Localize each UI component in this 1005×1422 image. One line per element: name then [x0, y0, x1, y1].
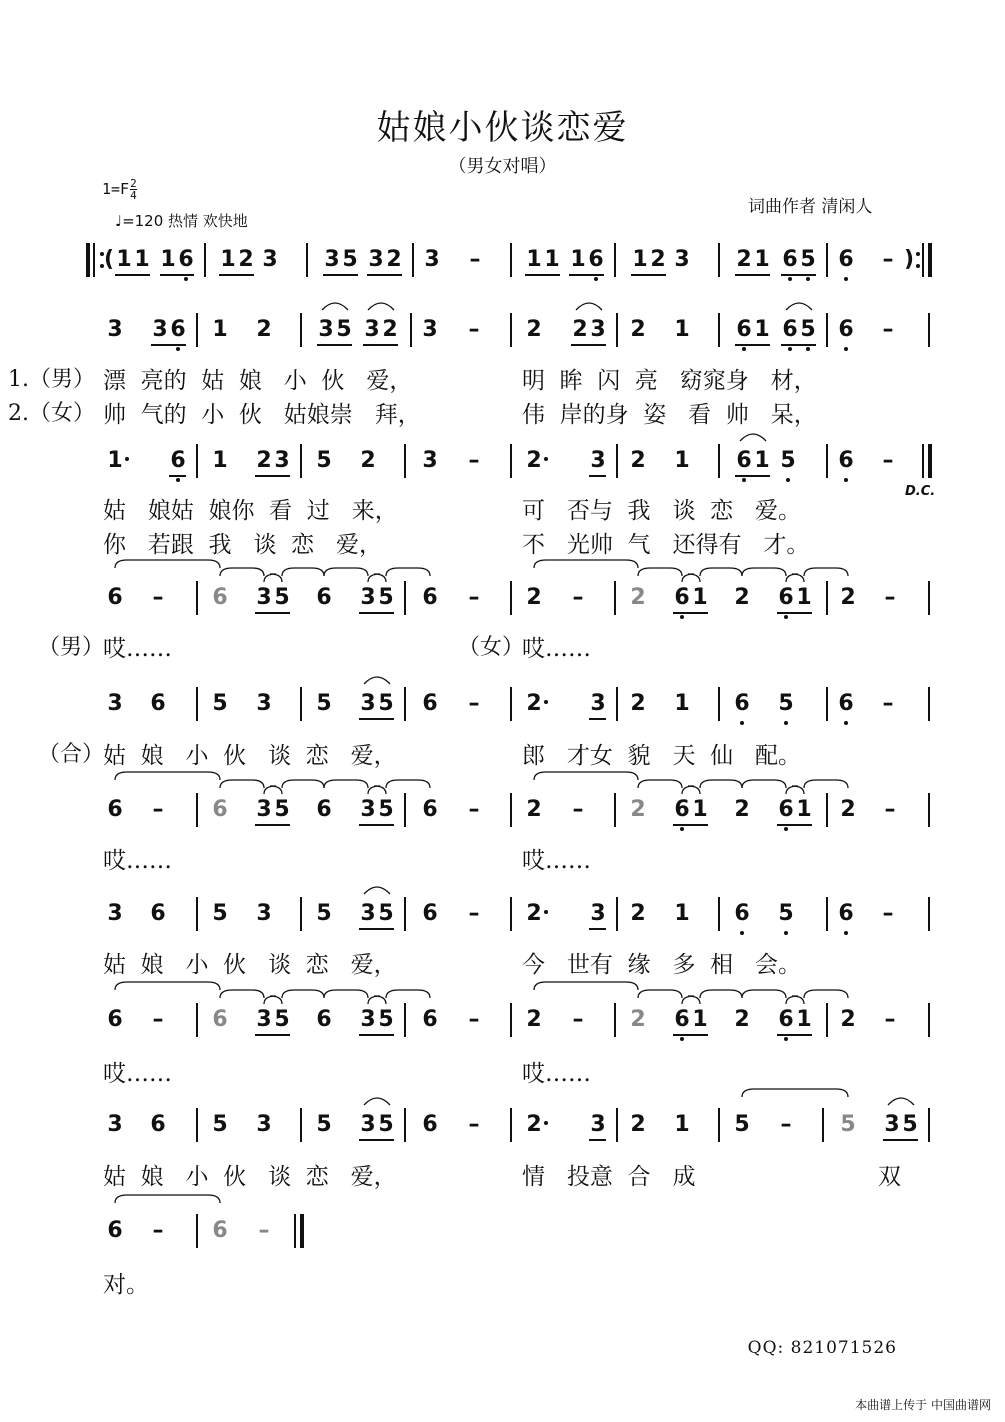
note: 1 [134, 247, 150, 272]
note: 6 [422, 585, 438, 610]
tie [386, 990, 430, 998]
da-capo-mark: D.C. [905, 484, 936, 499]
lyric-line: 你 若跟 我 谈 恋 爱， [103, 532, 383, 558]
note: 6 [178, 247, 194, 272]
note: 3 [590, 448, 606, 473]
tie [264, 996, 282, 1004]
note: 6 [150, 691, 166, 716]
tie [804, 990, 848, 998]
lyric-line: 哎…… [103, 1061, 172, 1087]
note: 6 [150, 901, 166, 926]
slur [322, 303, 348, 310]
tie [115, 772, 220, 780]
song-title: 姑娘小伙谈恋爱 [376, 108, 629, 148]
note: 1 [674, 691, 690, 716]
note: 3 [368, 247, 384, 272]
lyric-line: 哎…… [103, 636, 172, 662]
tie [682, 996, 700, 1004]
tie [115, 982, 220, 990]
note: 5 [316, 901, 332, 926]
note: 3 [107, 1112, 123, 1137]
note: 3 [256, 691, 272, 716]
verse1-label: 1.（男） [8, 367, 95, 392]
note: 3 [360, 1007, 376, 1032]
note: 6 [422, 1112, 438, 1137]
note: 2 [630, 901, 646, 926]
note: 5 [378, 797, 394, 822]
note: 2 [572, 317, 588, 342]
note: 5 [336, 317, 352, 342]
note: 3 [256, 901, 272, 926]
tie [220, 990, 264, 998]
note: 3 [590, 1112, 606, 1137]
note: 5 [316, 691, 332, 716]
note: 3 [674, 247, 690, 272]
lyric-line: 姑 娘姑 娘你 看 过 来， [103, 498, 398, 524]
note: 2 [526, 448, 542, 473]
note: 2 [382, 317, 398, 342]
note: 2 [526, 901, 542, 926]
note: 3 [360, 585, 376, 610]
note: 5 [378, 1007, 394, 1032]
lyric-line: 可 否与 我 谈 恋 爱。 [522, 498, 802, 524]
note: 1 [796, 1007, 812, 1032]
tie [742, 568, 786, 576]
female-label: （女） [458, 635, 525, 660]
note: 3 [324, 247, 340, 272]
note: 2 [650, 247, 666, 272]
note: 5 [342, 247, 358, 272]
upload-credit: 本曲谱上传于 中国曲谱网 [855, 1398, 991, 1412]
note: 6 [778, 585, 794, 610]
tie [115, 1195, 220, 1203]
note: 2 [526, 317, 542, 342]
slur [786, 303, 812, 310]
tie [682, 574, 700, 582]
note: 1 [116, 247, 132, 272]
note: 5 [378, 1112, 394, 1137]
note: 2 [630, 317, 646, 342]
tie [786, 786, 804, 794]
key-label: 1=F [102, 180, 130, 198]
tie [324, 990, 368, 998]
note: 3 [107, 901, 123, 926]
slur [364, 1098, 390, 1105]
note: 2 [526, 691, 542, 716]
note: 6 [150, 1112, 166, 1137]
slur [576, 303, 602, 310]
note: – [882, 448, 894, 473]
note: 6 [838, 448, 854, 473]
note: – [468, 317, 480, 342]
note: 6 [212, 1218, 228, 1243]
lyric-line: 今 世有 缘 多 相 会。 [522, 952, 802, 978]
note: 1 [796, 797, 812, 822]
tie [282, 780, 324, 788]
note: 1 [526, 247, 542, 272]
tie [368, 786, 386, 794]
lyric-line: 伟 岸的身 姿 看 帅 呆， [522, 402, 817, 428]
tie [368, 996, 386, 1004]
note: 2 [256, 317, 272, 342]
lyric-line: 姑 娘 小 伙 谈 恋 爱， [103, 1164, 397, 1190]
note: 6 [674, 1007, 690, 1032]
tie [700, 568, 742, 576]
note: 3 [318, 317, 334, 342]
note: 5 [274, 585, 290, 610]
note: 6 [674, 797, 690, 822]
note: 6 [734, 691, 750, 716]
note: 2 [526, 1112, 542, 1137]
note: 2 [734, 585, 750, 610]
note: 3 [422, 317, 438, 342]
note: 6 [736, 317, 752, 342]
slur [368, 303, 394, 310]
tie [638, 568, 682, 576]
lyric-line: 不 光帅 气 还得有 才。 [522, 532, 810, 558]
note: – [468, 448, 480, 473]
note: 6 [838, 691, 854, 716]
note: 2 [238, 247, 254, 272]
note: 5 [316, 448, 332, 473]
note: – [468, 797, 480, 822]
note: 3 [360, 691, 376, 716]
lyric-line: 双 [878, 1164, 901, 1190]
tie [786, 574, 804, 582]
note: 5 [212, 691, 228, 716]
song-subtitle: （男女对唱） [448, 156, 557, 177]
note: 3 [590, 691, 606, 716]
lyric-line: 姑 娘 小 伙 谈 恋 爱， [103, 952, 397, 978]
note: 6 [107, 1007, 123, 1032]
note: 3 [590, 317, 606, 342]
note: 5 [778, 901, 794, 926]
tie [682, 786, 700, 794]
note: 3 [360, 901, 376, 926]
note: 6 [212, 585, 228, 610]
note: 3 [360, 1112, 376, 1137]
note: 6 [422, 1007, 438, 1032]
note: 3 [364, 317, 380, 342]
note: 5 [780, 448, 796, 473]
note: – [882, 901, 894, 926]
note: 2 [630, 1112, 646, 1137]
note: 1 [674, 1112, 690, 1137]
note: 1 [212, 317, 228, 342]
note: 1 [754, 247, 770, 272]
note: 6 [778, 1007, 794, 1032]
note: 6 [107, 585, 123, 610]
note: – [884, 585, 896, 610]
note: 2 [630, 1007, 646, 1032]
note: 2 [734, 1007, 750, 1032]
note: 5 [840, 1112, 856, 1137]
tie [386, 780, 430, 788]
note: 6 [316, 797, 332, 822]
tempo-marking: ♩=120 热情 欢快地 [115, 212, 248, 230]
note: 5 [778, 691, 794, 716]
tie [700, 990, 742, 998]
note: 3 [256, 585, 272, 610]
author-credit: 词曲作者 清闲人 [748, 197, 873, 217]
note: 6 [170, 448, 186, 473]
tie [534, 772, 638, 780]
note: – [152, 1007, 164, 1032]
note: 6 [782, 247, 798, 272]
note: 5 [274, 797, 290, 822]
note: 1 [544, 247, 560, 272]
note: 2 [840, 1007, 856, 1032]
note: 2 [256, 448, 272, 473]
note: 6 [170, 317, 186, 342]
note: – [468, 1112, 480, 1137]
note: 2 [386, 247, 402, 272]
note: 3 [256, 1112, 272, 1137]
note: 3 [107, 691, 123, 716]
tie [386, 568, 430, 576]
note: – [882, 317, 894, 342]
lyric-line: 姑 娘 小 伙 谈 恋 爱， [103, 743, 397, 769]
note: 5 [316, 1112, 332, 1137]
note: 6 [838, 901, 854, 926]
note: 6 [736, 448, 752, 473]
note: 2 [360, 448, 376, 473]
note: 6 [588, 247, 604, 272]
note: 2 [526, 585, 542, 610]
note: 6 [422, 901, 438, 926]
note: 6 [782, 317, 798, 342]
note: 3 [422, 448, 438, 473]
note: 6 [734, 901, 750, 926]
lyric-line: 哎…… [103, 848, 172, 874]
lyric-line: 漂 亮的 姑 娘 小 伙 爱， [103, 368, 413, 394]
tie [638, 990, 682, 998]
lyric-line: 帅 气的 小 伙 姑娘崇 拜， [103, 402, 421, 428]
note: 1 [212, 448, 228, 473]
note: 2 [734, 797, 750, 822]
note: 6 [778, 797, 794, 822]
note: – [780, 1112, 792, 1137]
tie [534, 560, 638, 568]
note: 1 [674, 901, 690, 926]
tie [115, 560, 220, 568]
note: 2 [736, 247, 752, 272]
note: 6 [212, 1007, 228, 1032]
tie [786, 996, 804, 1004]
tie [804, 780, 848, 788]
qq-contact: QQ: 821071526 [747, 1338, 897, 1358]
tie [534, 982, 638, 990]
note: 2 [630, 585, 646, 610]
time-sig-denominator: 4 [130, 189, 137, 202]
note: 6 [422, 691, 438, 716]
note: – [152, 797, 164, 822]
slur [740, 434, 766, 441]
note: 6 [107, 1218, 123, 1243]
lyric-line: 哎…… [522, 1061, 591, 1087]
note: 5 [274, 1007, 290, 1032]
note: 1 [692, 1007, 708, 1032]
note: 5 [378, 585, 394, 610]
lyric-line: 对。 [103, 1272, 149, 1298]
note: 1 [160, 247, 176, 272]
note: – [572, 1007, 584, 1032]
note: 3 [107, 317, 123, 342]
note: 1 [692, 585, 708, 610]
lyric-line: 情 投意 合 成 [522, 1164, 696, 1190]
note: 2 [630, 797, 646, 822]
note: 6 [674, 585, 690, 610]
note: – [882, 247, 894, 272]
verse2-label: 2.（女） [8, 401, 95, 426]
note: 1 [674, 317, 690, 342]
time-sig-numerator: 2 [130, 177, 137, 190]
paren: ( [103, 247, 115, 272]
note: 5 [902, 1112, 918, 1137]
tie [742, 990, 786, 998]
note: – [468, 691, 480, 716]
note: 3 [360, 797, 376, 822]
tie [804, 568, 848, 576]
note: 3 [424, 247, 440, 272]
note: 1 [754, 317, 770, 342]
note: – [469, 247, 481, 272]
tie [282, 568, 324, 576]
note: 2 [630, 691, 646, 716]
tie [220, 568, 264, 576]
note: – [152, 1218, 164, 1243]
note: – [884, 1007, 896, 1032]
note: 3 [274, 448, 290, 473]
paren: ) [903, 247, 915, 272]
note: 3 [590, 901, 606, 926]
note: 3 [256, 1007, 272, 1032]
lyric-line: 哎…… [522, 848, 591, 874]
note: – [468, 901, 480, 926]
lyric-line: 郎 才女 貌 天 仙 配。 [522, 743, 802, 769]
note: 2 [526, 1007, 542, 1032]
note: 6 [838, 247, 854, 272]
note: 1 [796, 585, 812, 610]
note: 2 [630, 448, 646, 473]
male-label: （男） [38, 635, 105, 660]
note: 6 [212, 797, 228, 822]
tie [700, 780, 742, 788]
slur [364, 677, 390, 684]
note: 1 [692, 797, 708, 822]
tie [742, 780, 786, 788]
note: 6 [838, 317, 854, 342]
note: 5 [734, 1112, 750, 1137]
note: 1 [632, 247, 648, 272]
note: 5 [800, 317, 816, 342]
note: 6 [107, 797, 123, 822]
tie [324, 780, 368, 788]
note: 5 [212, 1112, 228, 1137]
note: – [572, 797, 584, 822]
note: 3 [262, 247, 278, 272]
lyric-line: 哎…… [522, 636, 591, 662]
note: 1 [674, 448, 690, 473]
tie [368, 574, 386, 582]
note: 3 [152, 317, 168, 342]
tie [742, 1089, 848, 1097]
note: 3 [884, 1112, 900, 1137]
note: – [468, 1007, 480, 1032]
note: 6 [422, 797, 438, 822]
note: 2 [840, 797, 856, 822]
tie [264, 786, 282, 794]
lyric-line: 明 眸 闪 亮 窈窕身 材， [522, 368, 817, 394]
note: – [152, 585, 164, 610]
note: 6 [316, 1007, 332, 1032]
tie [638, 780, 682, 788]
note: – [258, 1218, 270, 1243]
chorus-label: （合） [38, 742, 105, 767]
slur [888, 1098, 914, 1105]
note: 5 [378, 901, 394, 926]
note: – [468, 585, 480, 610]
note: 5 [212, 901, 228, 926]
note: 5 [378, 691, 394, 716]
note: 1 [220, 247, 236, 272]
note: 5 [800, 247, 816, 272]
tie [282, 990, 324, 998]
note: 2 [526, 797, 542, 822]
tie [220, 780, 264, 788]
note: 1 [570, 247, 586, 272]
tie [264, 574, 282, 582]
slur [364, 887, 390, 894]
note: 1 [754, 448, 770, 473]
note: 2 [840, 585, 856, 610]
note: 6 [316, 585, 332, 610]
tie [324, 568, 368, 576]
note: – [572, 585, 584, 610]
note: 1 [107, 448, 123, 473]
note: 3 [256, 797, 272, 822]
note: – [884, 797, 896, 822]
note: – [882, 691, 894, 716]
